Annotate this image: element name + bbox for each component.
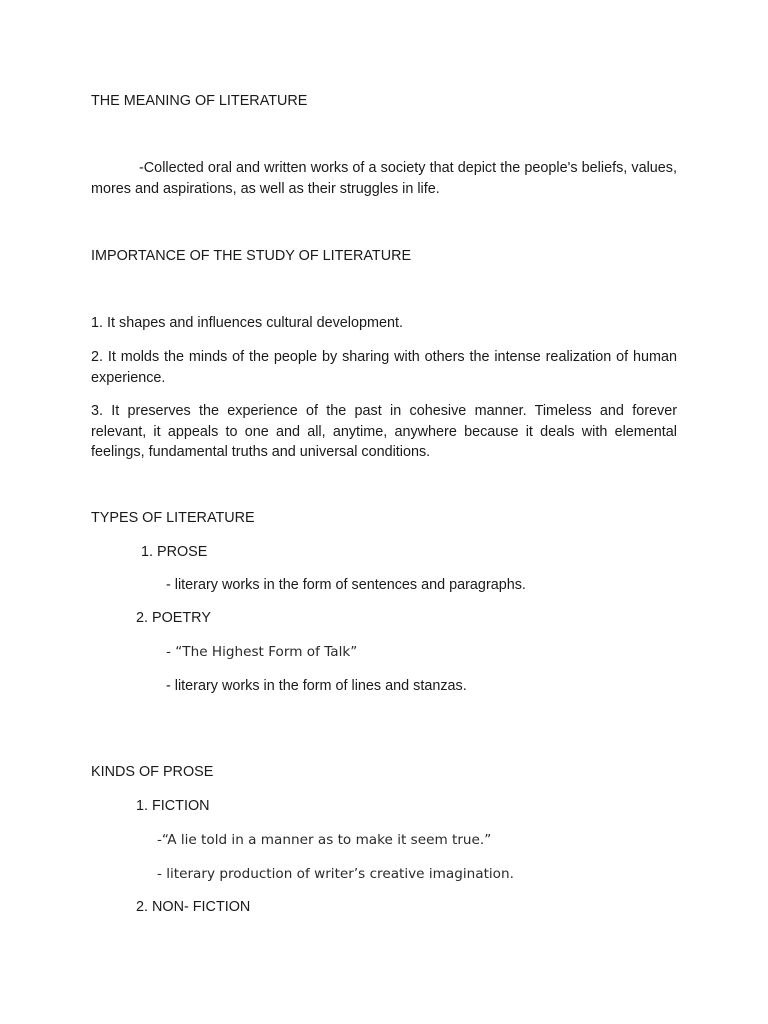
types-heading: TYPES OF LITERATURE	[91, 510, 255, 526]
importance-heading: IMPORTANCE OF THE STUDY OF LITERATURE	[91, 248, 412, 264]
fiction-quote: -“A lie told in a manner as to make it seem true.”	[157, 832, 492, 848]
meaning-definition: -Collected oral and written works of a society that depict the people's beliefs, values, mores and aspirations, as well as their struggles in life.	[91, 160, 677, 197]
kinds-heading: KINDS OF PROSE	[91, 764, 214, 780]
prose-description: - literary works in the form of sentences and paragraphs.	[166, 577, 526, 593]
meaning-heading: THE MEANING OF LITERATURE	[91, 93, 308, 109]
prose-label: 1. PROSE	[141, 544, 208, 560]
fiction-description: - literary production of writer’s creative imagination.	[157, 866, 514, 882]
importance-item-3: 3. It preserves the experience of the past in cohesive manner. Timeless and forever relevant, it appeals to one and all, anytime, anywhere because it deals with elemental feelings, fundamental truths and universal conditions.	[91, 403, 677, 460]
importance-item-1: 1. It shapes and influences cultural development.	[91, 315, 403, 331]
poetry-label: 2. POETRY	[136, 610, 211, 626]
poetry-description: - literary works in the form of lines and stanzas.	[166, 678, 467, 694]
poetry-quote: - “The Highest Form of Talk”	[166, 644, 358, 660]
fiction-label: 1. FICTION	[136, 798, 210, 814]
nonfiction-label: 2. NON- FICTION	[136, 899, 251, 915]
importance-item-2: 2. It molds the minds of the people by sharing with others the intense realization of human experience.	[91, 349, 677, 386]
